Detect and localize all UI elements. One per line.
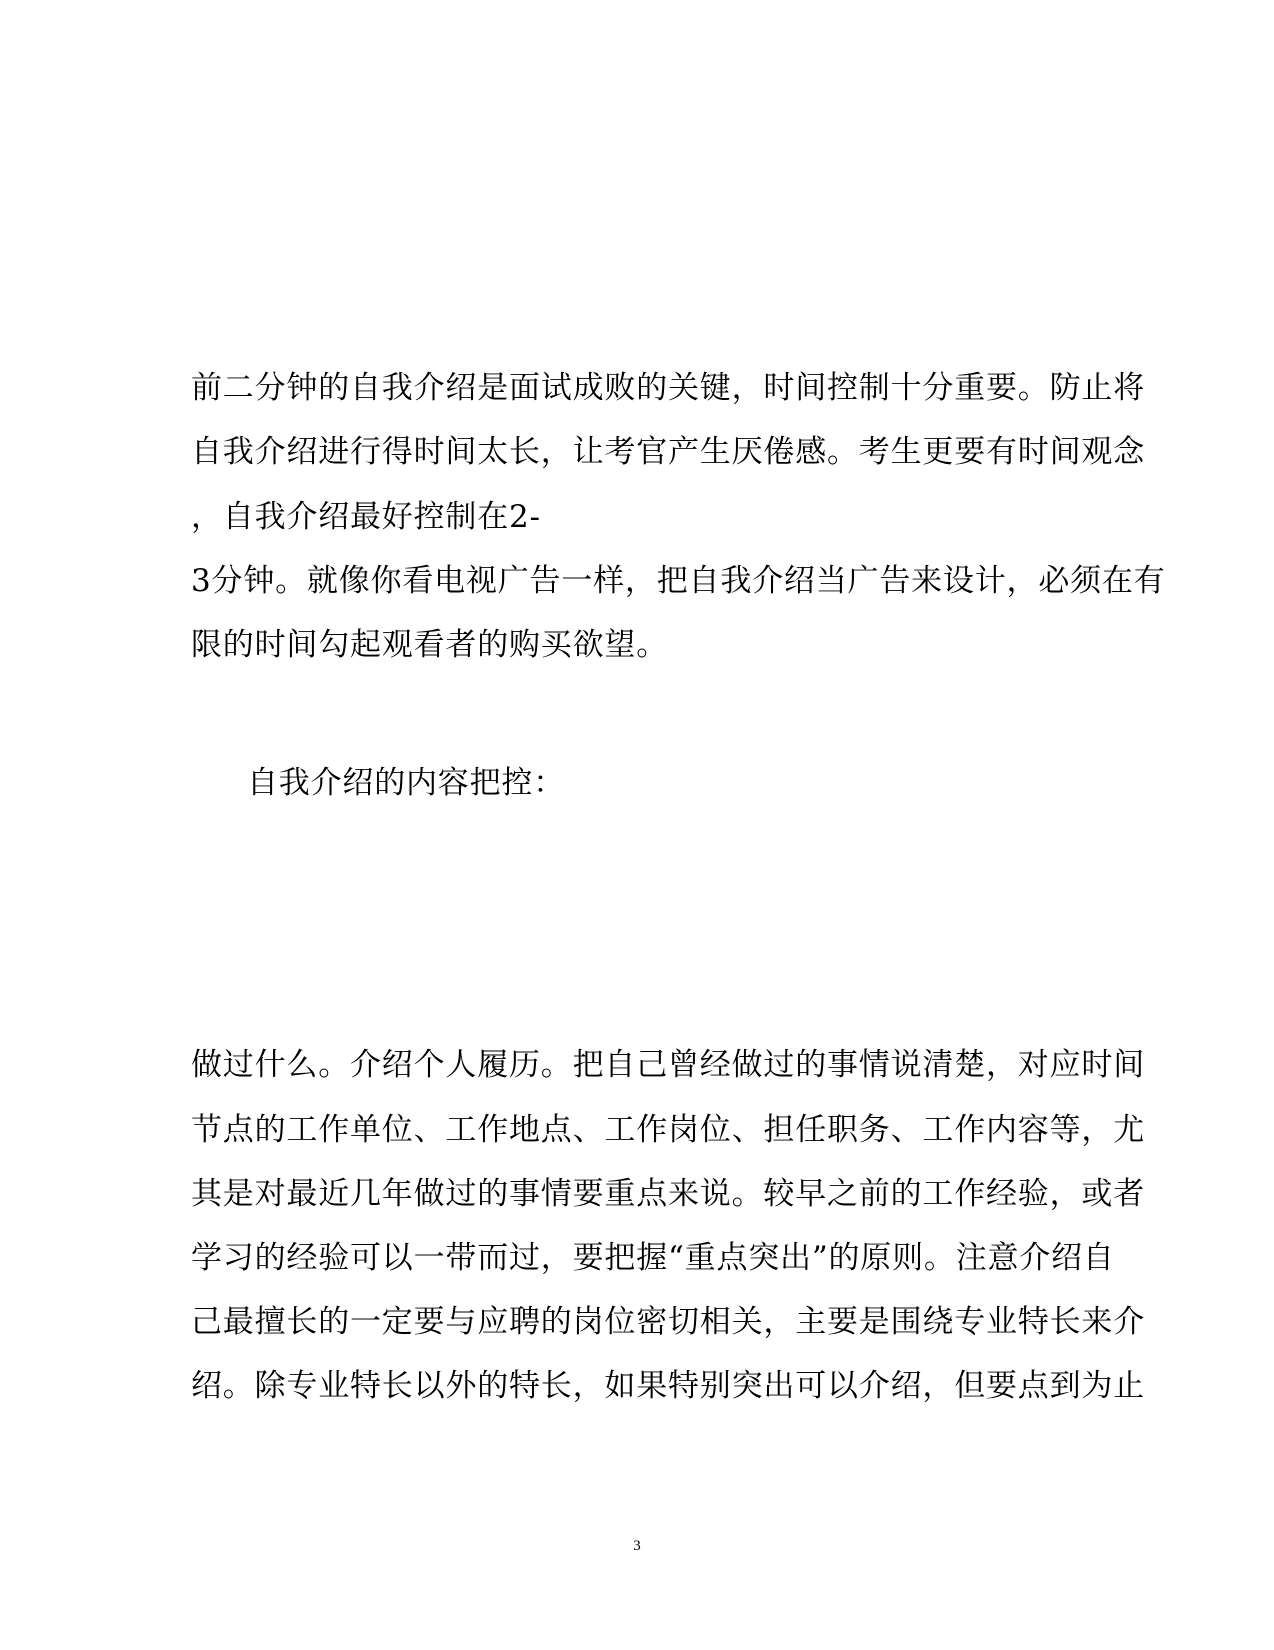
paragraph-1-line-5: 限的时间勾起观看者的购买欲望。 [191,627,668,663]
paragraph-2-line-4: 学习的经验可以一带而过，要把握“重点突出”的原则。注意介绍自 [191,1240,1115,1276]
paragraph-2-line-3: 其是对最近几年做过的事情要重点来说。较早之前的工作经验，或者 [191,1176,1145,1212]
paragraph-2-line-6: 绍。除专业特长以外的特长，如果特别突出可以介绍，但要点到为止 [191,1368,1145,1404]
page-number: 3 [633,1538,641,1554]
paragraph-1-line-2: 自我介绍进行得时间太长，让考官产生厌倦感。考生更要有时间观念 [191,434,1145,470]
paragraph-2-line-5: 己最擅长的一定要与应聘的岗位密切相关，主要是围绕专业特长来介 [191,1304,1145,1340]
paragraph-1-line-3: ，自我介绍最好控制在2- [191,499,541,535]
paragraph-1-line-1: 前二分钟的自我介绍是面试成败的关键，时间控制十分重要。防止将 [191,370,1145,406]
paragraph-1-line-4: 3分钟。就像你看电视广告一样，把自我介绍当广告来设计，必须在有 [191,563,1166,599]
section-heading: 自我介绍的内容把控： [247,765,565,801]
paragraph-2-line-2: 节点的工作单位、工作地点、工作岗位、担任职务、工作内容等，尤 [191,1112,1145,1148]
paragraph-2-line-1: 做过什么。介绍个人履历。把自己曾经做过的事情说清楚，对应时间 [191,1047,1145,1083]
